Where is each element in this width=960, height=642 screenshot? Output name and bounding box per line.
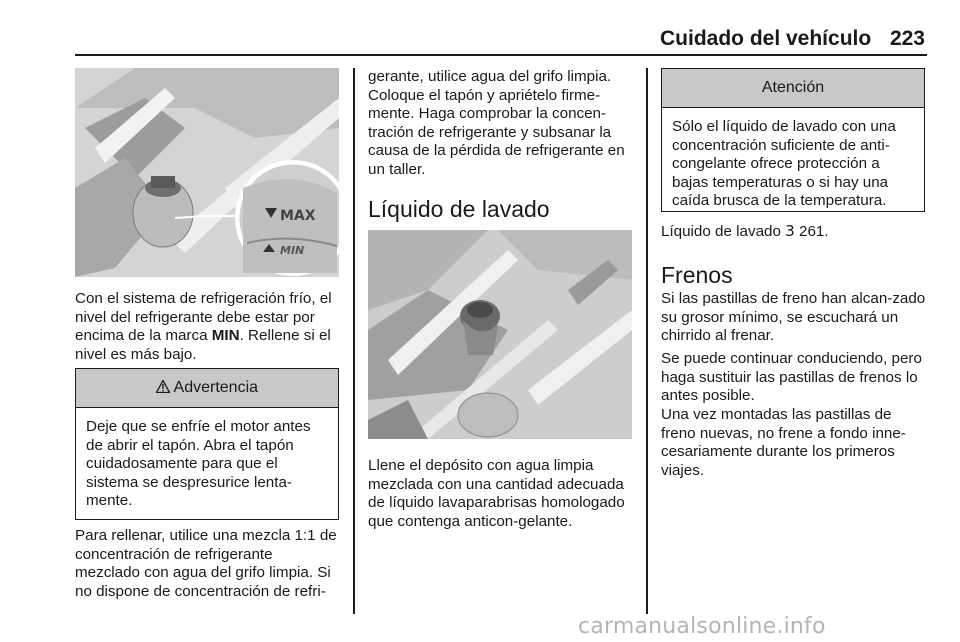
warning-box-header bbox=[76, 369, 338, 408]
notice-text: Sólo el líquido de lavado con una concentración suficiente de anti-congelante ofrece protección a bajas temperaturas o si hay una caída brusca de la temperatura. bbox=[672, 118, 896, 209]
notice-box bbox=[661, 68, 925, 212]
section-title: Cuidado del vehículo bbox=[660, 27, 872, 50]
column-divider-2 bbox=[646, 68, 648, 614]
warning-triangle-icon bbox=[156, 379, 174, 396]
washer-fluid-paragraph: Llene el depósito con agua limpia mezclada con una cantidad adecuada de líquido lavaparabrisas homologado que contenga anticon-gelante. bbox=[368, 457, 625, 530]
warning-box bbox=[75, 368, 339, 520]
page-header bbox=[660, 27, 925, 53]
washer-fluid-reference: Líquido de lavado 3 261. bbox=[661, 222, 829, 240]
washer-reservoir-photo bbox=[368, 230, 632, 439]
notice-box-header bbox=[662, 69, 924, 108]
header-rule bbox=[75, 54, 927, 56]
brakes-paragraph-2: Se puede continuar conduciendo, pero haga sustituir las pastillas de frenos lo antes posible. bbox=[661, 350, 922, 404]
page-reference-arrow-icon: 3 bbox=[785, 222, 795, 240]
washer-fluid-heading: Líquido de lavado bbox=[368, 196, 550, 222]
brakes-paragraph-3: Una vez montadas las pastillas de freno nuevas, no frene a fondo inne-cesariamente durante los primeros viajes. bbox=[661, 406, 906, 479]
min-label: MIN bbox=[280, 244, 305, 257]
warning-title: Advertencia bbox=[173, 379, 259, 396]
refill-paragraph: Para rellenar, utilice una mezcla 1:1 de concentración de refrigerante mezclado con agua del grifo limpia. Si no dispone de concentración de refri- bbox=[75, 527, 337, 600]
max-label: MAX bbox=[280, 208, 316, 224]
coolant-reservoir-photo bbox=[75, 68, 339, 277]
column-divider-1 bbox=[353, 68, 355, 614]
coolant-level-paragraph: Con el sistema de refrigeración frío, el nivel del refrigerante debe estar por encima de la marca MIN. Rellene si el nivel es más bajo. bbox=[75, 290, 332, 363]
warning-text: Deje que se enfríe el motor antes de abrir el tapón. Abra el tapón cuidadosamente para que el sistema se despresurice lenta-mente. bbox=[86, 418, 311, 509]
engine-illustration bbox=[75, 68, 339, 277]
brakes-paragraph-1: Si las pastillas de freno han alcan-zado su grosor mínimo, se escuchará un chirrido al frenar. bbox=[661, 290, 926, 344]
brakes-heading: Frenos bbox=[661, 262, 733, 288]
coolant-continuation-paragraph: gerante, utilice agua del grifo limpia. Coloque el tapón y apriételo firme-mente. Haga comprobar la concen-tración de refrigerante y subsanar la causa de la pérdida de refrigerante en un taller. bbox=[368, 68, 625, 178]
notice-title: Atención bbox=[761, 79, 825, 96]
washer-engine-illustration bbox=[368, 230, 632, 439]
page-number: 223 bbox=[889, 27, 925, 50]
watermark: carmanualsonline.info bbox=[578, 614, 826, 639]
